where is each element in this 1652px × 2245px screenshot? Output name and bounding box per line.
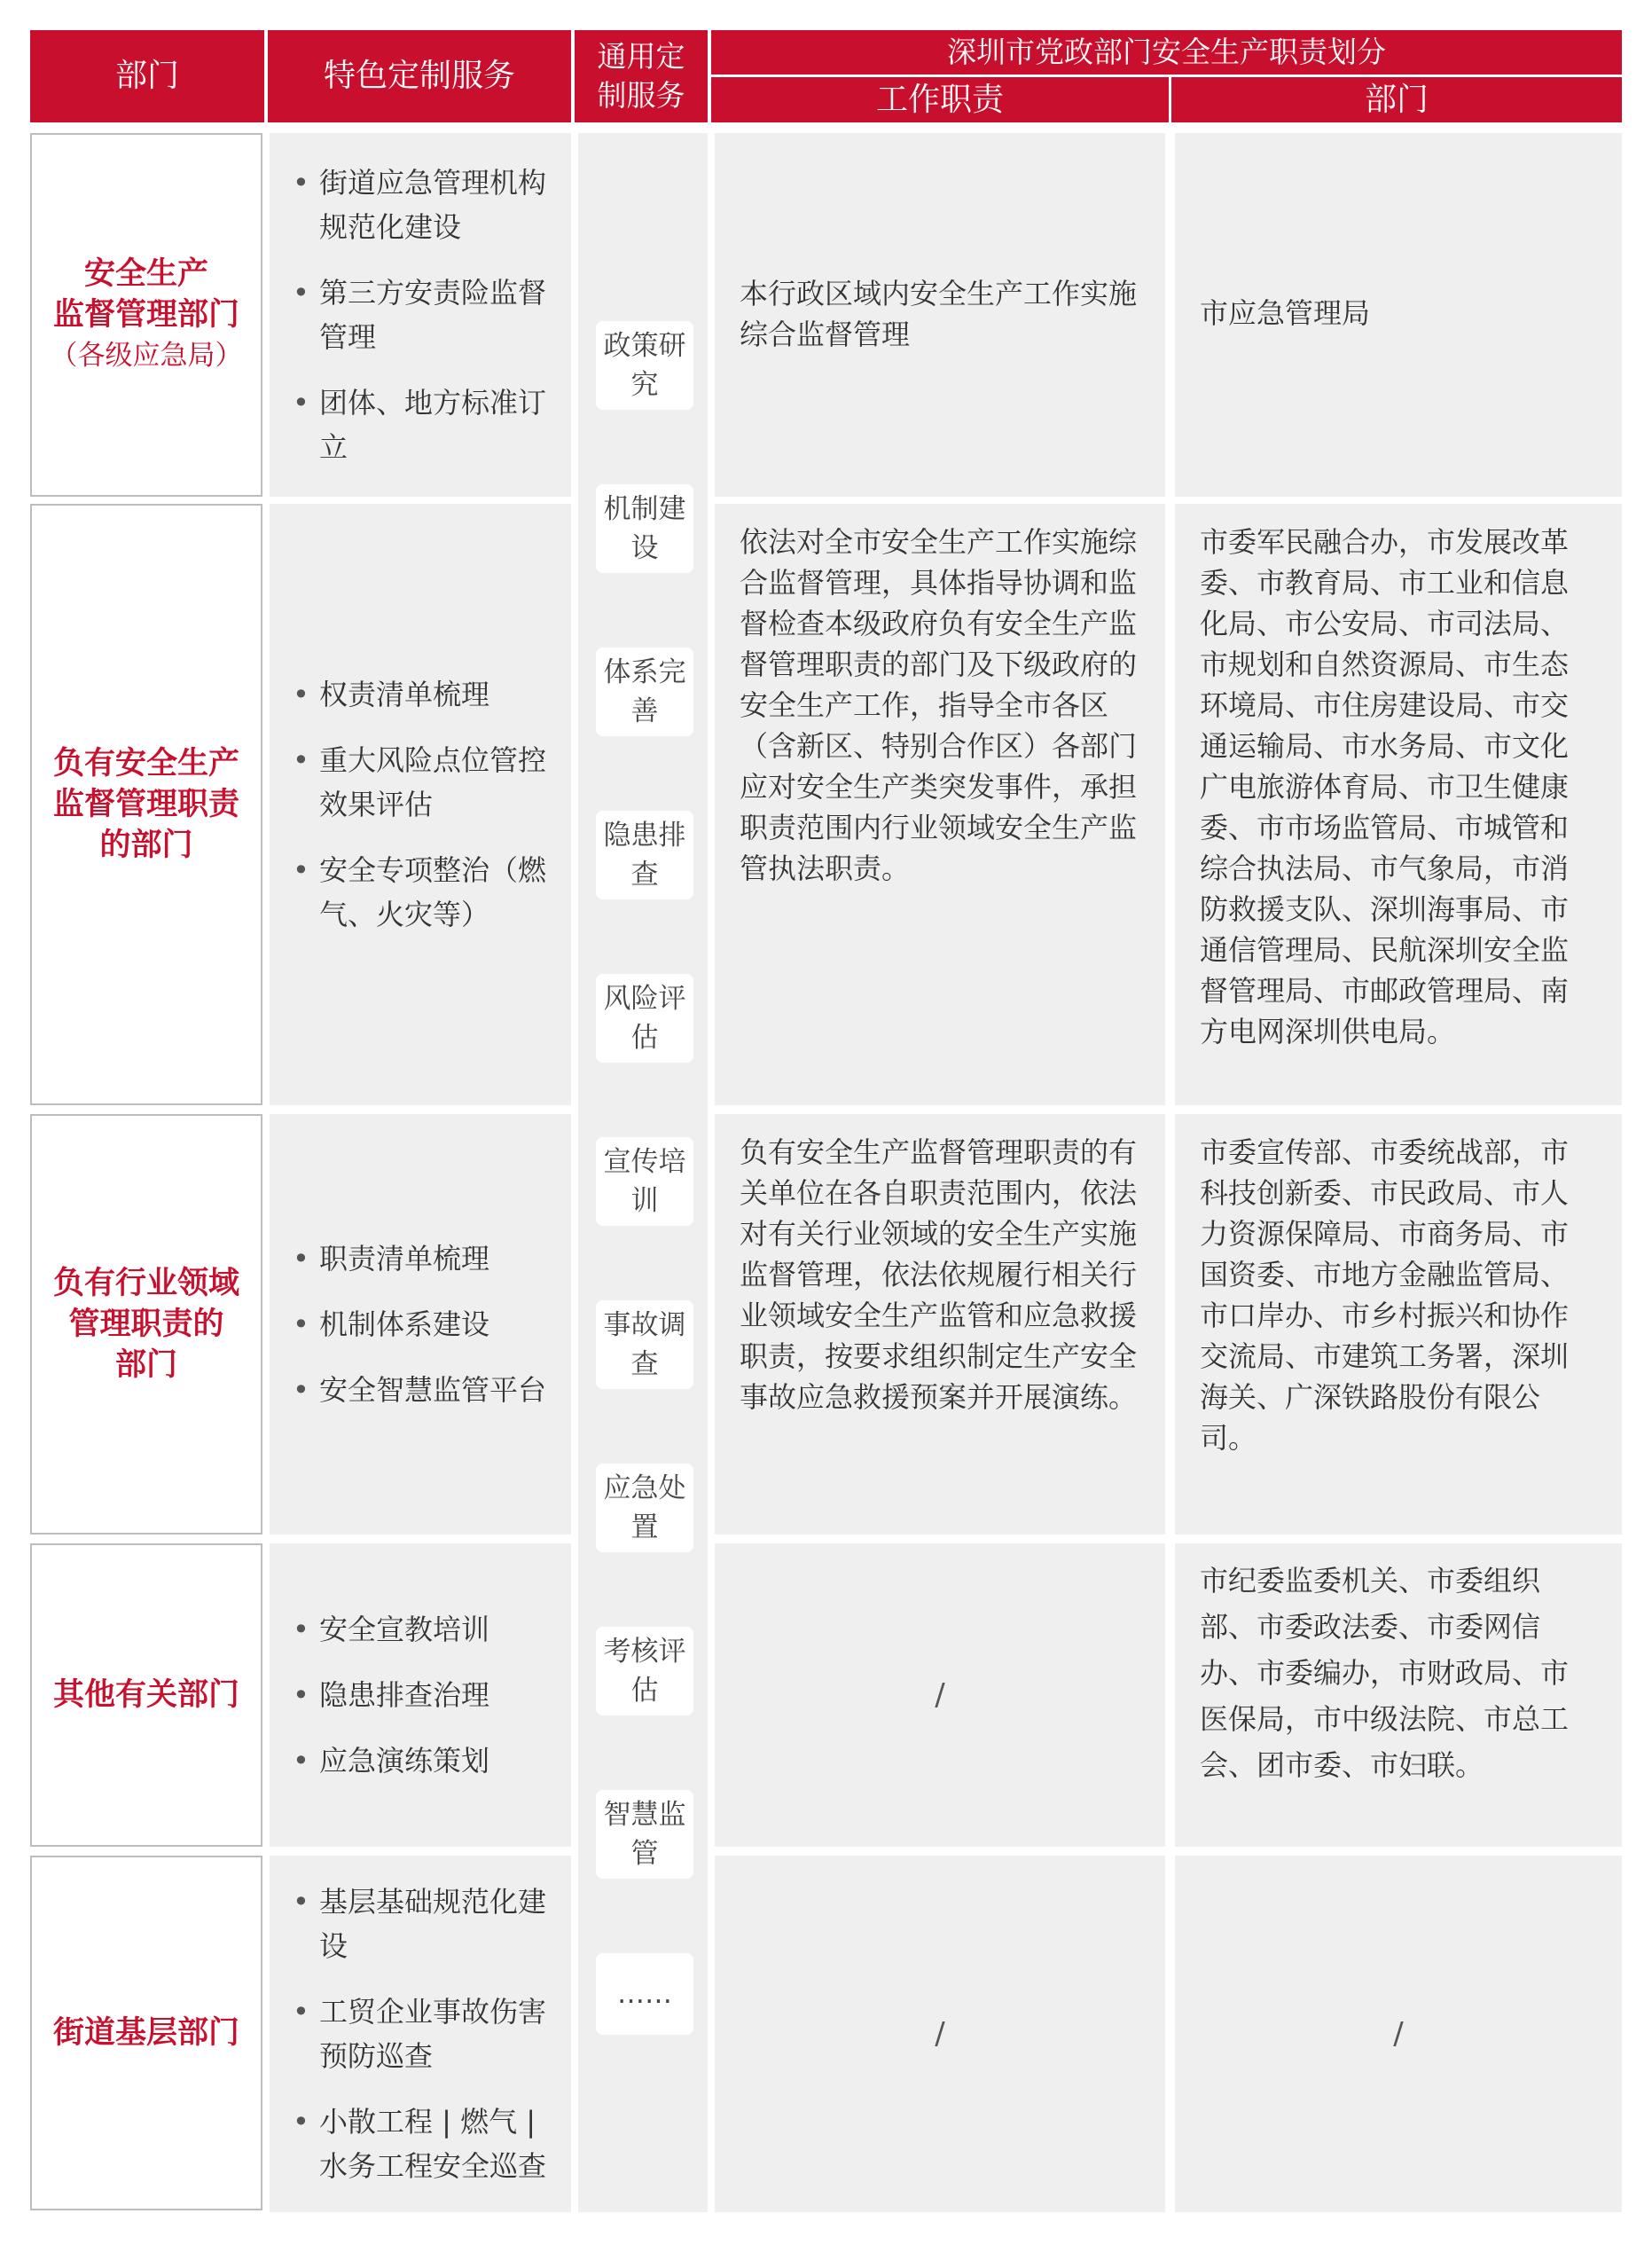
header-dept2: [1171, 77, 1622, 122]
service-item: • 职责清单梳理: [286, 1236, 555, 1281]
dept-list-text: 市应急管理局: [1200, 296, 1371, 330]
dept-cell-emergency: [30, 133, 262, 497]
dept-list-cell: [1175, 504, 1622, 1105]
dept-name-line: 部门: [114, 1347, 177, 1383]
general-service-item: 风险评估: [596, 974, 693, 1063]
service-item: • 工贸企业事故伤害预防巡查: [286, 1990, 555, 2078]
service-item: • 团体、地方标准订立: [286, 381, 555, 469]
general-service-item: 智慧监管: [596, 1790, 693, 1879]
duty-text: 依法对全市安全生产工作实施综合监督管理，具体指导协调和监督检查本级政府负有安全生产监督管理职责的部门及下级政府的安全生产工作，指导全市各区（含新区、特别合作区）各部门应对安全生产类突发事件，承担职责范围内行业领域安全生产监管执法职责。: [740, 525, 1138, 885]
general-service-item: 事故调查: [596, 1300, 693, 1389]
dept-list-cell: [1175, 1543, 1622, 1847]
dept-list-cell: [1175, 1114, 1622, 1535]
dept-name-line: 负有安全生产: [52, 746, 239, 781]
dept-subtitle: （各级应急局）: [50, 340, 243, 372]
service-item: • 权责清单梳理: [286, 672, 555, 717]
service-item: • 应急演练策划: [286, 1739, 555, 1783]
service-item: • 安全专项整治（燃气、火灾等）: [286, 848, 555, 937]
dept-name-line: 安全生产: [83, 256, 208, 292]
general-service-item: 考核评估: [596, 1627, 693, 1715]
header-duty: [711, 77, 1169, 122]
dept-cell-street: [30, 1856, 262, 2210]
dept-name-line: 负有行业领域: [52, 1266, 239, 1301]
header-general: [575, 30, 708, 122]
service-item: • 隐患排查治理: [286, 1673, 555, 1717]
duty-cell: [715, 1114, 1165, 1535]
duty-text: 负有安全生产监督管理职责的有关单位在各自职责范围内，依法对有关行业领域的安全生产实施监督管理，依法依规履行相关行业领域安全生产监管和应急救援职责，按要求组织制定生产安全事故应急救援预案并开展演练。: [740, 1135, 1138, 1414]
service-item: • 安全智慧监管平台: [286, 1368, 555, 1412]
header-custom-label: 特色定制服务: [323, 58, 515, 94]
dept-list-text: 市委宣传部、市委统战部，市科技创新委、市民政局、市人力资源保障局、市商务局、市国资委、市地方金融监管局、市口岸办、市乡村振兴和协作交流局、市建筑工务署，深圳海关、广深铁路股份有限公司。: [1200, 1135, 1570, 1455]
general-service-item: 政策研究: [596, 321, 693, 410]
custom-services-cell: [270, 133, 571, 497]
service-item: • 街道应急管理机构规范化建设: [286, 161, 555, 249]
dept-name-line: 监督管理部门: [52, 297, 239, 333]
dept-cell-safety-supervision: [30, 504, 262, 1105]
general-service-item: 隐患排查: [596, 811, 693, 899]
dept-cell-other: [30, 1543, 262, 1847]
service-item: • 基层基础规范化建设: [286, 1880, 555, 1968]
duty-text: 本行政区域内安全生产工作实施综合监督管理: [740, 277, 1138, 351]
dept-list-text: 市委军民融合办，市发展改革委、市教育局、市工业和信息化局、市公安局、市司法局、市规划和自然资源局、市生态环境局、市住房建设局、市交通运输局、市水务局、市文化广电旅游体育局、市卫生健康委、市市场监管局、市城管和综合执法局、市气象局，市消防救援支队、深圳海事局、市通信管理局、民航深圳安全监督管理局、市邮政管理局、南方电网深圳供电局。: [1200, 525, 1570, 1048]
dept-name-line: 管理职责的: [68, 1307, 224, 1342]
dept-name-line: 其他有关部门: [52, 1677, 239, 1713]
custom-services-cell: [270, 504, 571, 1105]
header-dept2-label: 部门: [1364, 81, 1429, 118]
general-service-item: 应急处置: [596, 1464, 693, 1552]
duty-text: /: [935, 2016, 945, 2052]
header-shenzhen-label: 深圳市党政部门安全生产职责划分: [947, 35, 1386, 69]
dept-list-cell: [1175, 1856, 1622, 2212]
general-service-item: ……: [596, 1953, 693, 2035]
duty-cell: [715, 504, 1165, 1105]
duty-cell: [715, 1543, 1165, 1847]
duty-cell: [715, 133, 1165, 497]
dept-list-text: /: [1393, 2016, 1404, 2052]
header-dept-label: 部门: [114, 58, 179, 94]
general-service-item: 机制建设: [596, 484, 693, 573]
dept-name-line: 的部门: [99, 828, 193, 863]
custom-services-cell: [270, 1856, 571, 2212]
custom-services-cell: [270, 1543, 571, 1847]
dept-name-line: 街道基层部门: [52, 2015, 239, 2051]
custom-services-cell: [270, 1114, 571, 1535]
duty-text: /: [935, 1677, 945, 1713]
header-general-label: 通用定制服务: [597, 39, 685, 113]
service-item: • 机制体系建设: [286, 1302, 555, 1346]
header-shenzhen: [711, 30, 1622, 75]
dept-name-line: 监督管理职责: [52, 787, 239, 822]
service-item: • 重大风险点位管控效果评估: [286, 738, 555, 827]
duty-cell: [715, 1856, 1165, 2212]
service-item: • 安全宣教培训: [286, 1607, 555, 1652]
service-item: • 小散工程 | 燃气 | 水务工程安全巡查: [286, 2100, 555, 2188]
header-dept: [30, 30, 264, 122]
dept-list-text: 市纪委监委机关、市委组织部、市委政法委、市委网信办、市委编办，市财政局、市医保局，市中级法院、市总工会、团市委、市妇联。: [1200, 1564, 1570, 1782]
dept-cell-industry: [30, 1114, 262, 1535]
general-service-item: 宣传培训: [596, 1137, 693, 1226]
dept-list-cell: [1175, 133, 1622, 497]
header-custom: [268, 30, 571, 122]
header-duty-label: 工作职责: [875, 81, 1004, 118]
general-service-item: 体系完善: [596, 648, 693, 736]
service-item: • 第三方安责险监督管理: [286, 271, 555, 359]
